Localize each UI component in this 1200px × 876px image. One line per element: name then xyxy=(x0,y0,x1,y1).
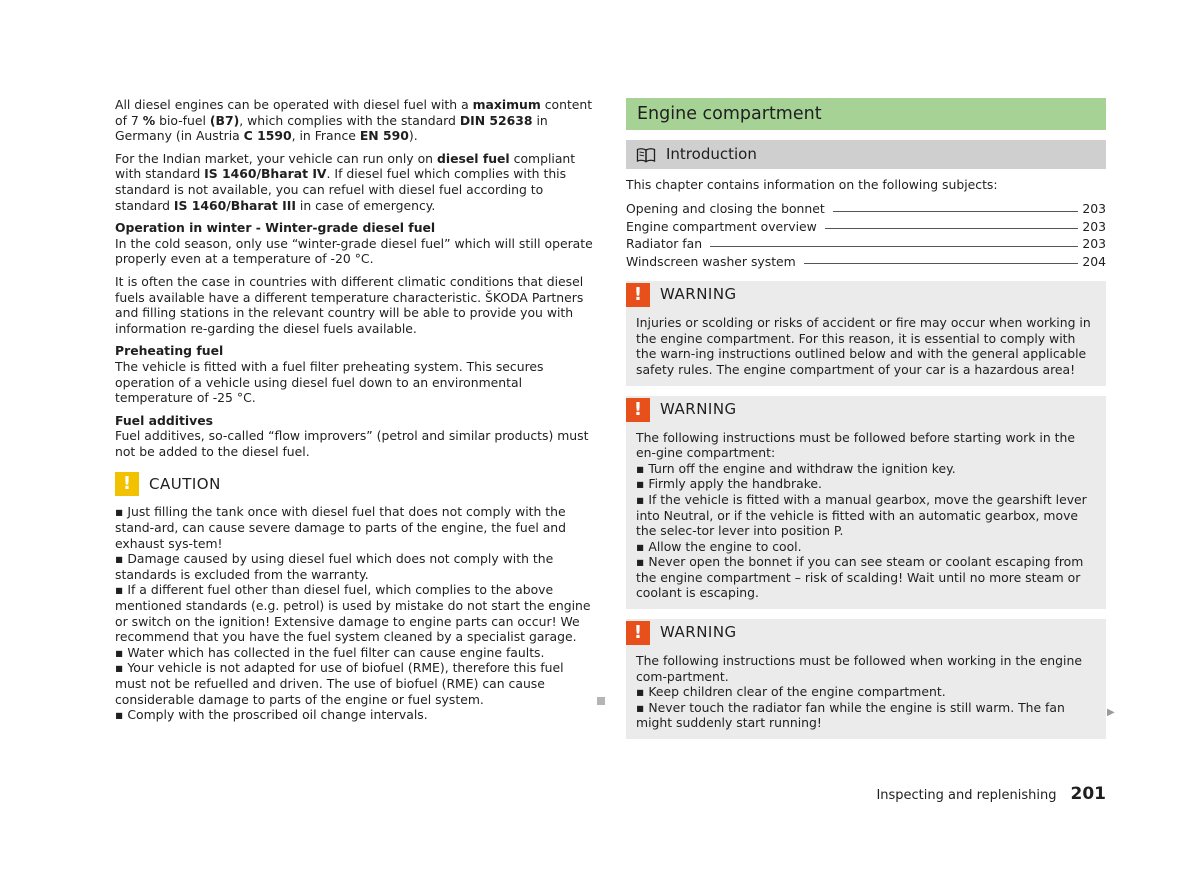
section-title: Engine compartment xyxy=(626,98,1106,130)
toc-leader xyxy=(710,246,1078,247)
warning-box-working xyxy=(626,619,1106,739)
caution-item: ▪ If a different fuel other than diesel fuel, which complies to the above mentioned standards (e.g. petrol) is used by mistake do not start the engine or switch on the ignition! Extensive damage to engine parts can occur! We recommend that you have the fuel system cleaned by a specialist garage. xyxy=(115,582,595,644)
book-icon xyxy=(636,147,656,163)
caution-title: CAUTION xyxy=(149,474,221,493)
caution-item: ▪ Just filling the tank once with diesel fuel that does not comply with the stand-ard, can cause severe damage to parts of the engine, the fuel and exhaust sys-tem! xyxy=(115,504,595,551)
left-column xyxy=(115,97,595,723)
toc-page[interactable]: 203 xyxy=(1082,218,1106,234)
winter-heading: Operation in winter - Winter-grade diesel fuel xyxy=(115,220,436,236)
warning-title: WARNING xyxy=(660,285,737,304)
warning-header xyxy=(626,281,1096,308)
toc-row[interactable] xyxy=(626,252,1106,269)
introduction-bar xyxy=(626,140,1106,169)
page-footer xyxy=(860,784,1106,804)
warning-header xyxy=(626,396,1096,423)
introduction-text: This chapter contains information on the following subjects: xyxy=(626,177,998,192)
warning-item: ▪ Never open the bonnet if you can see steam or coolant escaping from the engine compartment – risk of scalding! Wait until no more steam or coolant is escaping. xyxy=(636,554,1096,601)
right-column xyxy=(626,98,1106,739)
warning-body xyxy=(626,430,1096,602)
introduction-title: Introduction xyxy=(666,144,757,163)
warning-item: ▪ Keep children clear of the engine compartment. xyxy=(636,684,1096,700)
toc-row[interactable] xyxy=(626,234,1106,251)
warning-box-before-work xyxy=(626,396,1106,610)
warning-item: ▪ Allow the engine to cool. xyxy=(636,539,1096,555)
preheat-text: The vehicle is fitted with a fuel filter preheating system. This secures operation of a vehicle using diesel fuel down to an environmental temperature of -25 °C. xyxy=(115,358,544,406)
caution-icon: ! xyxy=(115,472,139,496)
caution-item: ▪ Damage caused by using diesel fuel which does not comply with the standards is excluded from the warranty. xyxy=(115,551,595,582)
warning-title: WARNING xyxy=(660,399,737,418)
warning-title: WARNING xyxy=(660,623,737,642)
warning-icon: ! xyxy=(626,398,650,422)
warning-body xyxy=(626,315,1096,377)
toc-page[interactable]: 204 xyxy=(1082,253,1106,269)
toc-label[interactable]: Windscreen washer system xyxy=(626,253,796,269)
toc-label[interactable]: Engine compartment overview xyxy=(626,218,817,234)
winter-text: In the cold season, only use “winter-grade diesel fuel” which will still operate properly even at a temperature of -20 °C. xyxy=(115,235,593,267)
warning-text: Injuries or scolding or risks of accident or fire may occur when working in the engine compartment. For this reason, it is essential to comply with the warn-ing instructions outlined below and with the general applicable safety rules. The engine compartment of your car is a hazardous area! xyxy=(636,315,1091,377)
caution-body xyxy=(115,504,595,722)
warning-box-hazard xyxy=(626,281,1106,385)
caution-header xyxy=(115,472,595,496)
warning-item: ▪ Turn off the engine and withdraw the ignition key. xyxy=(636,461,1096,477)
toc-label[interactable]: Opening and closing the bonnet xyxy=(626,201,825,217)
caution-item: ▪ Comply with the proscribed oil change intervals. xyxy=(115,707,595,723)
footer-section-title: Inspecting and replenishing xyxy=(876,788,1057,803)
warning-item: ▪ Firmly apply the handbrake. xyxy=(636,476,1096,492)
caution-item: ▪ Your vehicle is not adapted for use of biofuel (RME), therefore this fuel must not be refuelled and driven. The use of biofuel (RME) can cause considerable damage to parts of the engine or fuel system. xyxy=(115,660,595,707)
page-number: 201 xyxy=(1070,784,1106,804)
toc-page[interactable]: 203 xyxy=(1082,201,1106,217)
toc-leader xyxy=(833,211,1078,212)
warning-header xyxy=(626,619,1096,646)
warning-icon: ! xyxy=(626,283,650,307)
additives-text: Fuel additives, so-called “flow improvers” (petrol and similar products) must not be added to the diesel fuel. xyxy=(115,428,589,459)
warning-text: The following instructions must be followed before starting work in the en-gine compartment: xyxy=(636,429,1075,461)
additives-heading: Fuel additives xyxy=(115,412,214,428)
paragraph-climatic: It is often the case in countries with different climatic conditions that diesel fuels available have a different temperature characteristic. ŠKODA Partners and filling stations in the relevant country will be able to provide you with information re-garding the diesel fuels available. xyxy=(115,273,584,336)
toc-label[interactable]: Radiator fan xyxy=(626,236,703,252)
toc-row[interactable] xyxy=(626,217,1106,234)
warning-icon: ! xyxy=(626,621,650,645)
continued-arrow-icon: ▶ xyxy=(1107,707,1115,718)
warning-text: The following instructions must be followed when working in the engine com-partment. xyxy=(636,653,1082,684)
paragraph-diesel-biofuel: All diesel engines can be operated with diesel fuel with a maximum content of 7 % bio-fuel (B7), which complies with the standard DIN 52638 in Germany (in Austria C 1590, in France EN 590). xyxy=(115,97,593,144)
preheat-heading: Preheating fuel xyxy=(115,343,224,359)
warning-body xyxy=(626,653,1096,731)
toc-leader xyxy=(825,228,1078,229)
toc-leader xyxy=(804,263,1078,264)
paragraph-indian-market: For the Indian market, your vehicle can run only on diesel fuel compliant with standard IS 1460/Bharat IV. If diesel fuel which complies with this standard is not available, you can refuel with diesel fuel according to standard IS 1460/Bharat III in case of emergency. xyxy=(115,150,576,213)
toc-row[interactable] xyxy=(626,200,1106,217)
table-of-contents xyxy=(626,200,1106,270)
section-end-marker xyxy=(597,697,605,705)
warning-item: ▪ If the vehicle is fitted with a manual gearbox, move the gearshift lever into Neutral, or if the vehicle is fitted with an automatic gearbox, move the selec-tor lever into position P. xyxy=(636,492,1096,539)
caution-item: ▪ Water which has collected in the fuel filter can cause engine faults. xyxy=(115,645,595,661)
warning-item: ▪ Never touch the radiator fan while the engine is still warm. The fan might suddenly start running! xyxy=(636,700,1096,731)
toc-page[interactable]: 203 xyxy=(1082,236,1106,252)
